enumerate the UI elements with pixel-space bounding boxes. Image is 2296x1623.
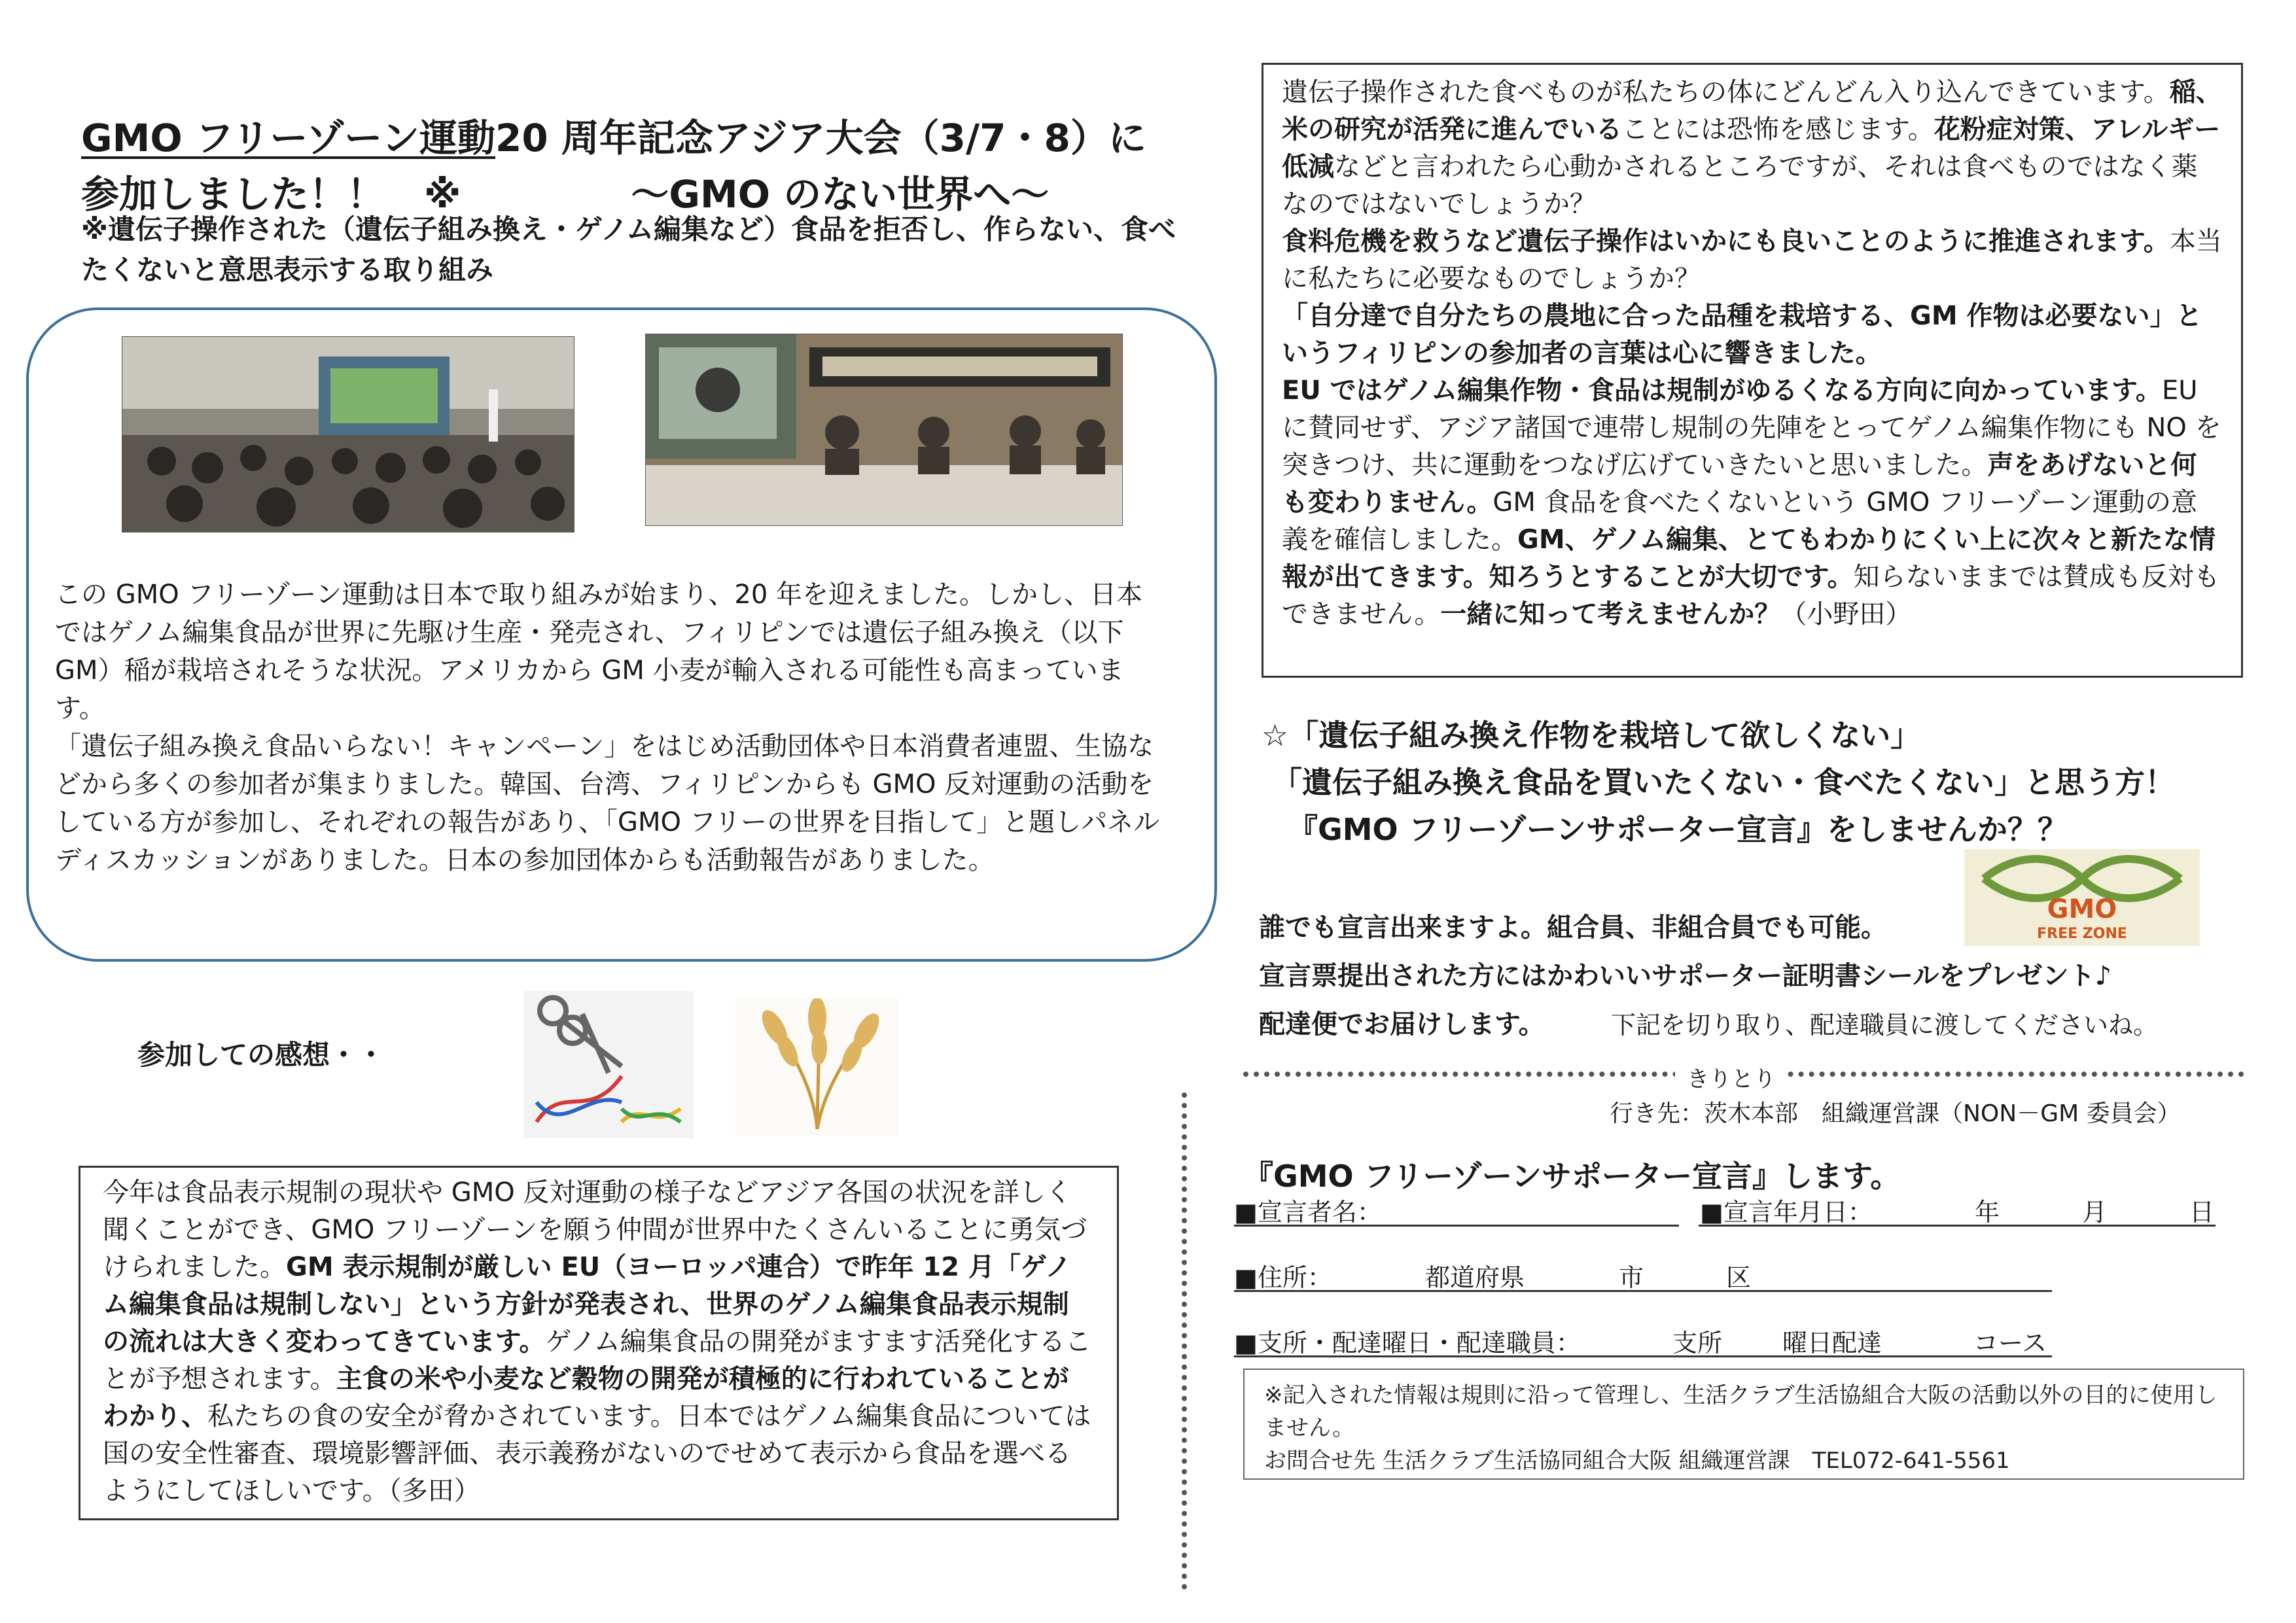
ward-label: 区: [1726, 1263, 1752, 1292]
comment-box-tada: [79, 1166, 1119, 1520]
cut-line-vertical: [1182, 1092, 1187, 1590]
present-notice: 宣言票提出された方にはかわいいサポーター証明書シールをプレゼント♪: [1259, 961, 2112, 991]
scissors-dna-icon: [523, 991, 694, 1138]
declaration-date-label: ■宣言年月日：: [1700, 1198, 1873, 1227]
title-tagline: ～GMO のない世界へ～: [631, 172, 1050, 217]
supporter-call: [1262, 712, 2269, 853]
title-rest: 20 周年記念アジア大会（3/7・8）に: [495, 116, 1146, 160]
branch-delivery-underline[interactable]: [1234, 1355, 2052, 1357]
contact-info: お問合せ先 生活クラブ生活協同組合大阪 組織運営課 TEL072-641-5561: [1264, 1448, 2010, 1474]
conference-audience-illustration: [122, 337, 574, 532]
declaration-title: 『GMO フリーゾーンサポーター宣言』します。: [1243, 1159, 1901, 1194]
anyone-can-declare: 誰でも宣言出来ますよ。組合員、非組合員でも可能。: [1259, 913, 1887, 943]
panel-discussion-illustration: [646, 334, 1122, 525]
gmo-free-zone-logo: [1964, 849, 2200, 946]
city-label: 市: [1619, 1263, 1644, 1292]
impressions-label: 参加しての感想・・: [137, 1039, 385, 1071]
declaration-date-underline[interactable]: [1699, 1225, 2216, 1227]
weekday-label: 曜日配達: [1782, 1329, 1882, 1357]
comment-text-onoda: 遺伝子操作された食べものが私たちの体にどんどん入り込んできています。稲、米の研究が活発に進んでいることには恐怖を感じます。花粉症対策、アレルギー低減などと言われたら心動かされるところですが、それは食べものではなく薬なのではないでしょうか？ 食料危機を救うなど遺伝子操作はいかにも良いことのように推進されます。本当に私たちに必要なものでしょうか？ 「自分達で自分たちの農地に合った品種を栽培する、GM 作物は必要ない」というフィリピンの参加者の言葉は心に響きました。 EU ではゲノム編集作物・食品は規制がゆるくなる方向に向かっています。EU に賛同せず、アジア諸国で連帯し規制の先陣をとってゲノム編集作物にも NO を突きつけ、共に運動をつなげ広げていきたいと思いました。声をあげないと何も変わりません。GM 食品を食べたくないという GMO フリーゾーン運動の意義を確信しました。GM、ゲノム編集、とてもわかりにくい上に次々と新たな情報が出てきます。知ろうとすることが大切です。知らないままでは賛成も反対もできません。一緒に知って考えませんか？（小野田）: [1282, 77, 2222, 629]
destination: 行き先：茨木本部 組織運営課（NON－GM 委員会）: [1610, 1100, 2181, 1127]
title-mark: ※: [424, 172, 461, 217]
delivery-notice: 配達便でお届けします。: [1259, 1009, 1545, 1039]
course-label: コース: [1973, 1329, 2047, 1357]
branch-label: 支所: [1672, 1329, 1723, 1357]
logo-text-gmo: GMO: [2047, 894, 2117, 924]
address-underline[interactable]: [1234, 1290, 2052, 1292]
title-line2: 参加しました！！: [81, 172, 385, 217]
comment-box-onoda: [1262, 63, 2243, 678]
day-label: 日: [2189, 1198, 2215, 1227]
declarant-name-underline[interactable]: [1234, 1225, 1679, 1227]
year-label: 年: [1975, 1198, 2000, 1227]
month-label: 月: [2082, 1198, 2108, 1227]
supporter-call-line-3: 『GMO フリーゾーンサポーター宣言』をしませんか？？: [1288, 812, 2068, 847]
logo-text-free-zone: FREE ZONE: [2037, 926, 2127, 942]
comment-text-tada: 今年は食品表示規制の現状や GMO 反対運動の様子などアジア各国の状況を詳しく聞くことができ、GMO フリーゾーンを願う仲間が世界中たくさんいることに勇気づけられました。GM 表示規制が厳しい EU（ヨーロッパ連合）で昨年 12 月「ゲノム編集食品は規制しない」という方針が発表され、世界のゲノム編集食品表示規制の流れは大きく変わってきています。ゲノム編集食品の開発がますます活発化することが予想されます。主食の米や小麦など穀物の開発が積極的に行われていることがわかり、私たちの食の安全が脅かされています。日本ではゲノム編集食品については国の安全性審査、環境影響評価、表示義務がないのでせめて表示から食品を選べるようにしてほしいです。（多田）: [103, 1178, 1091, 1506]
article-title: [81, 110, 1193, 222]
cut-label: きりとり: [1675, 1061, 1788, 1093]
supporter-call-line-2: 「遺伝子組み換え食品を買いたくない・食べたくない」と思う方！: [1272, 765, 2175, 800]
conference-audience-photo: [122, 336, 574, 532]
intro-paragraph-2: 「遺伝子組み換え食品いらない！キャンペーン」をはじめ活動団体や日本消費者連盟、生協などから多くの参加者が集まりました。韓国、台湾、フィリピンからも GMO 反対運動の活動をしている方が参加し、それぞれの報告があり、「GMO フリーの世界を目指して」と題しパネルディスカッションがありました。日本の参加団体からも活動報告がありました。: [55, 731, 1160, 875]
prefecture-label: 都道府県: [1425, 1263, 1525, 1292]
branch-delivery-label: ■支所・配達曜日・配達職員：: [1234, 1329, 1581, 1357]
title-underlined: GMO フリーゾーン運動: [81, 116, 496, 160]
panel-discussion-photo: [645, 334, 1123, 526]
wheat-icon: [735, 998, 899, 1136]
intro-paragraph-1: この GMO フリーゾーン運動は日本で取り組みが始まり、20 年を迎えました。しかし、日本ではゲノム編集食品が世界に先駆け生産・発売され、フィリピンでは遺伝子組み換え（以下 GM）稲が栽培されそうな状況。アメリカから GM 小麦が輸入される可能性も高まっています。: [55, 580, 1143, 724]
privacy-note: [1243, 1369, 2244, 1480]
supporter-call-line-1: ☆「遺伝子組み換え作物を栽培して欲しくない」: [1262, 718, 1921, 753]
intro-text: [55, 576, 1167, 879]
cut-instruction: 下記を切り取り、配達職員に渡してくださいね。: [1611, 1011, 2159, 1039]
privacy-note-line-1: ※記入された情報は規則に沿って管理し、生活クラブ生活協組合大阪の活動以外の目的に使用しません。: [1264, 1382, 2217, 1441]
declarant-name-label: ■宣言者名：: [1234, 1198, 1382, 1227]
address-label: ■住所：: [1234, 1263, 1332, 1292]
article-subtitle: ※遺伝子操作された（遺伝子組み換え・ゲノム編集など）食品を拒否し、作らない、食べたくないと意思表示する取り組み: [81, 213, 1176, 286]
